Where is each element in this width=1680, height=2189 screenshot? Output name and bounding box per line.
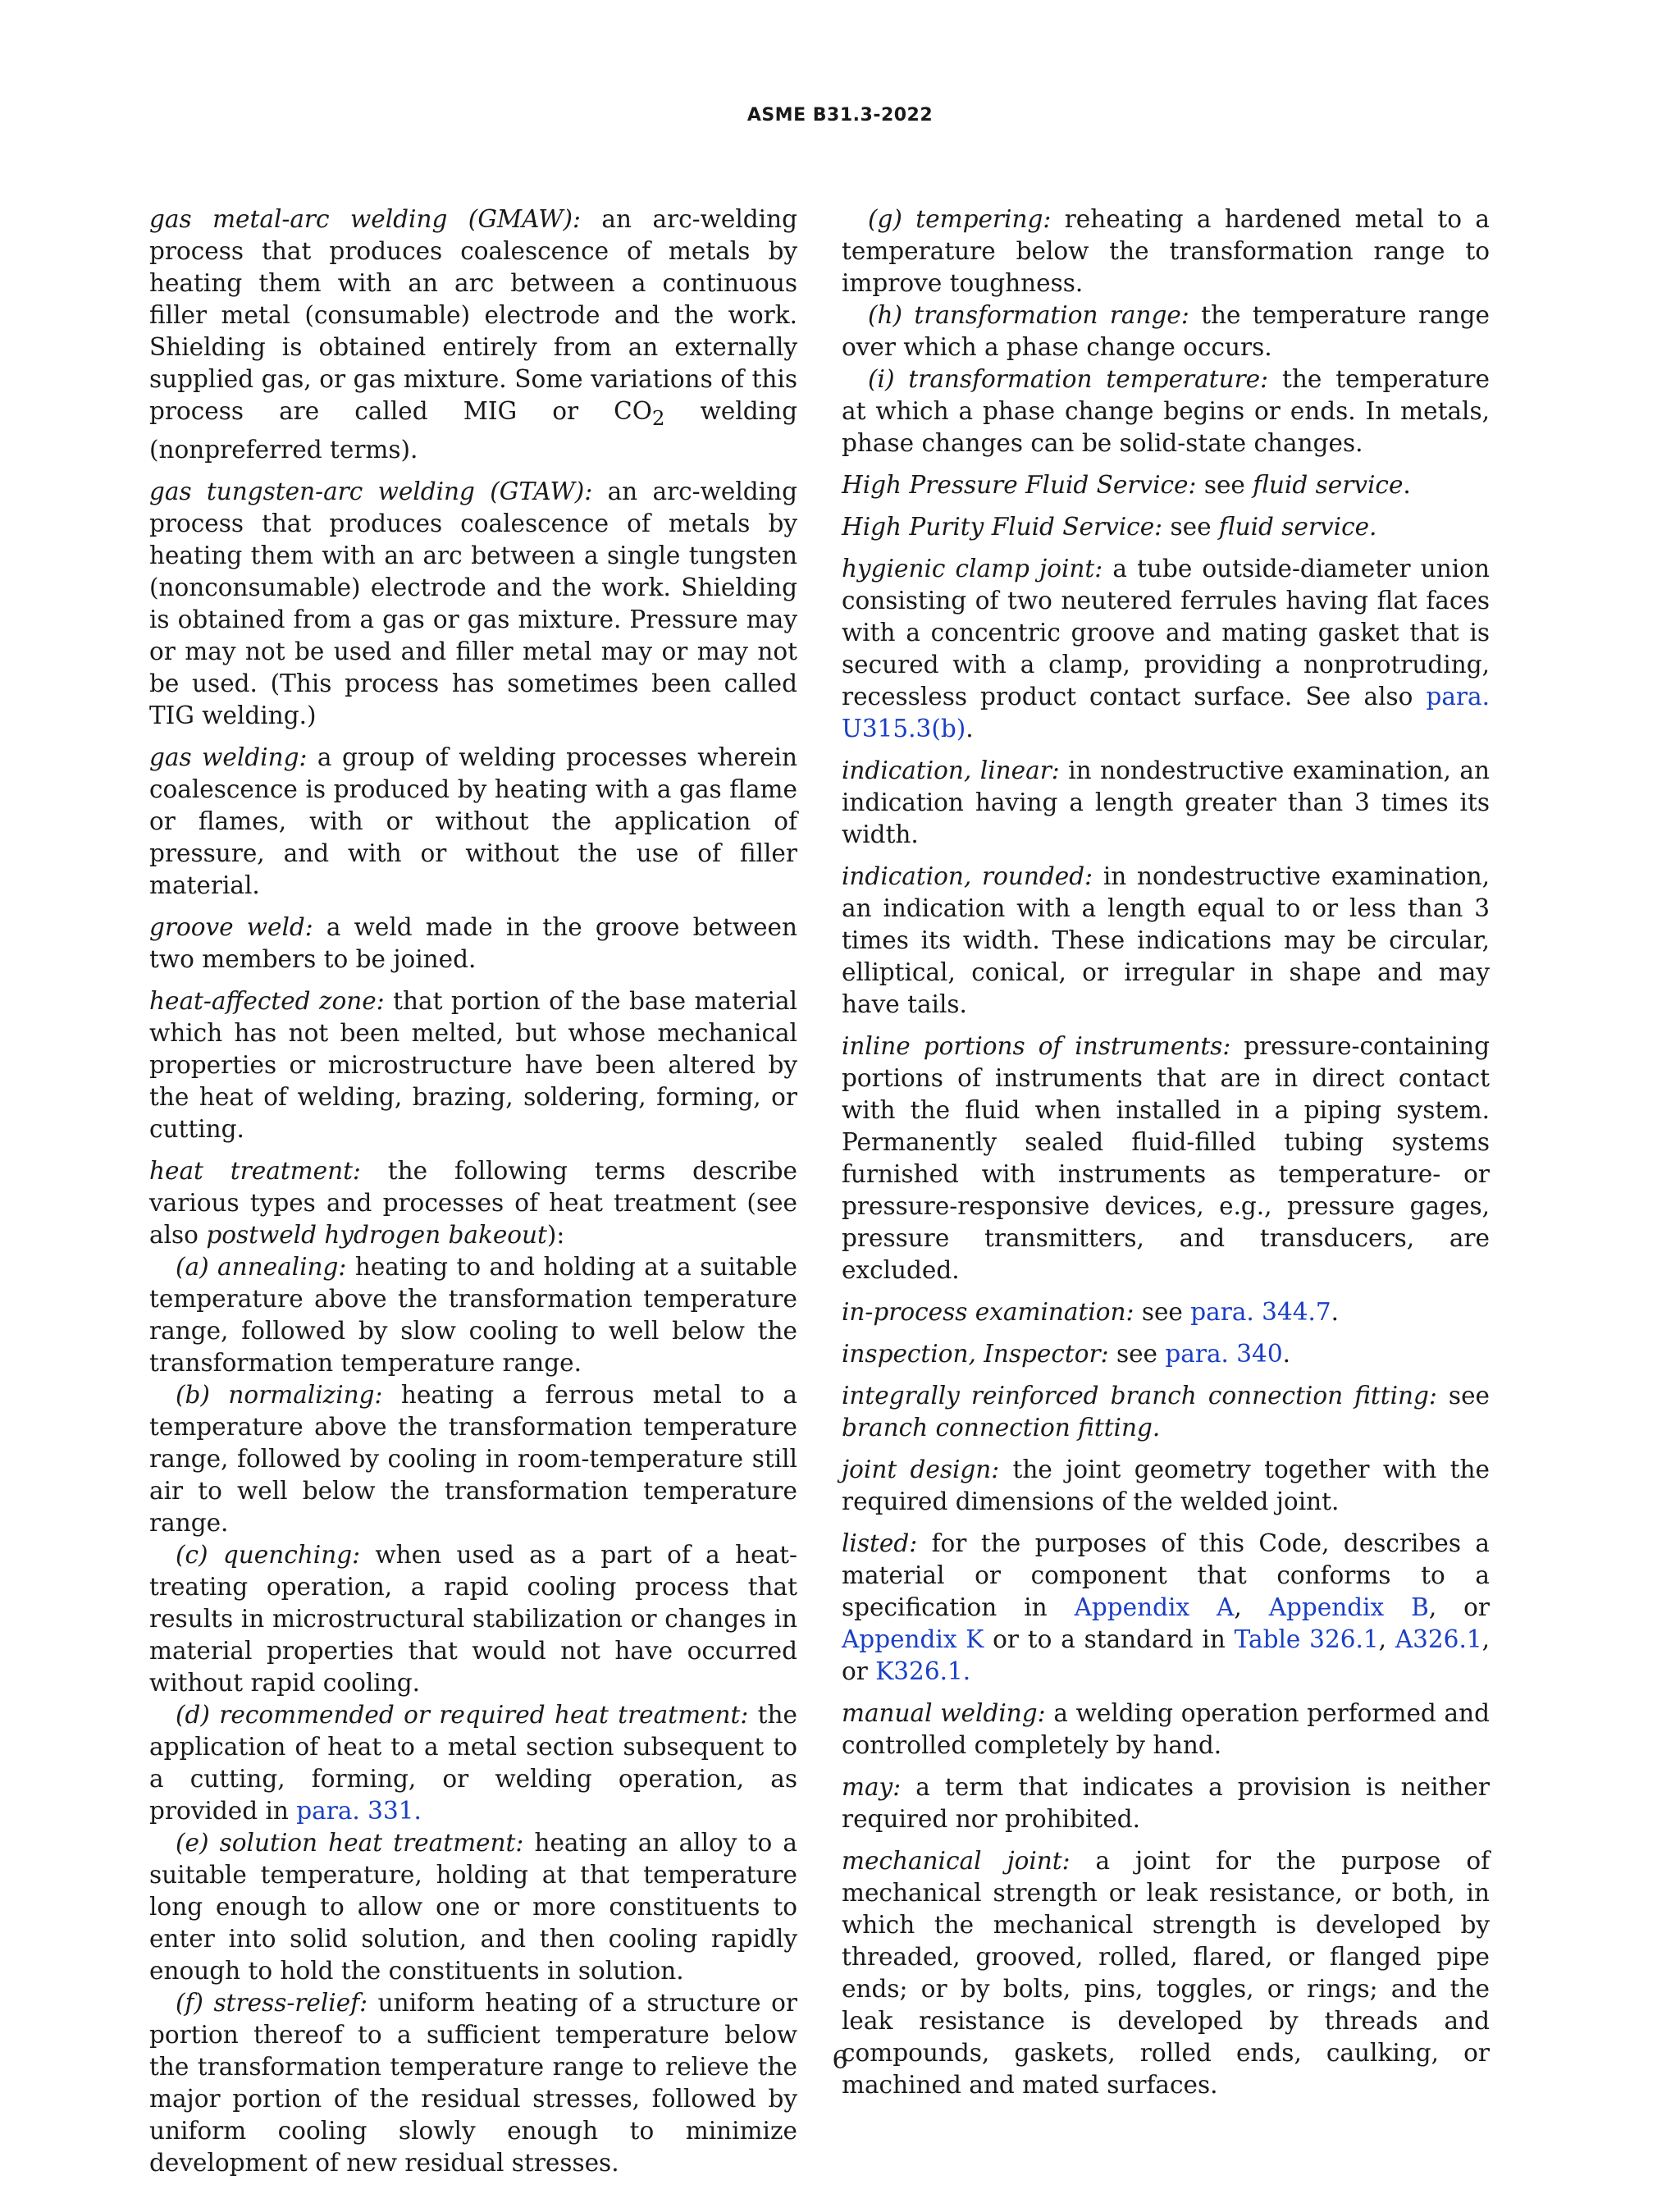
definition-text: ): [546,1220,565,1249]
link-a326-1[interactable]: A326.1 [1395,1625,1482,1653]
definition-text: for the purposes of this Code, describes a material or component that conforms to a specification in [842,1529,1490,1621]
term-integrally-reinforced: integrally reinforced branch connection fitting: [842,1382,1437,1410]
term-may: may: [842,1773,902,1801]
term-inspection: inspection, Inspector: [842,1340,1109,1368]
term-recommended-heat-treatment: (d) recommended or required heat treatment: [176,1700,749,1729]
term-transformation-range: (h) transformation range: [868,301,1189,329]
term-high-pressure: High Pressure Fluid Service: [842,471,1197,499]
term-mechanical-joint: mechanical joint: [842,1847,1071,1875]
definition-gas-welding [149,742,797,902]
definition-text: the application of heat to a metal section subsequent to a cutting, forming, or welding operation, as provided in [149,1700,797,1825]
definition-text: the temperature range over which a phase change occurs. [842,301,1490,361]
term-annealing: (a) annealing: [176,1252,347,1281]
term-gas-welding: gas welding: [149,743,308,771]
subdefinition-recommended-heat-treatment [149,1699,797,1827]
cross-reference-term: fluid service. [1218,513,1377,541]
link-appendix-k[interactable]: Appendix K [842,1625,984,1653]
term-heat-treatment: heat treatment: [149,1156,361,1185]
definition-heat-treatment [149,1155,797,1251]
term-transformation-temperature: (i) transformation temperature: [868,365,1269,393]
definition-text: an arc-welding process that produces coalescence of metals by heating them with an arc between a single tungsten (nonconsumable) electrode and the work. Shielding is obtained from a gas or gas mixture. Pressure may or may not be used and filler metal may or may not be used. (This process has sometimes been called TIG welding.) [149,477,797,729]
definition-text: heating a ferrous metal to a temperature above the transformation temperature range, followed by cooling in room-temperature still air to well below the transformation temperature range. [149,1380,797,1537]
term-quenching: (c) quenching: [176,1540,361,1569]
definition-text: uniform heating of a structure or portion thereof to a sufficient temperature below the transformation temperature range to relieve the major portion of the residual stresses, followed by uniform cooling slowly enough to minimize development of new residual stresses. [149,1988,797,2177]
term-hygienic-clamp-joint: hygienic clamp joint: [842,555,1103,583]
cross-reference-term: fluid service [1253,471,1404,499]
term-heat-affected-zone: heat-affected zone: [149,986,385,1015]
term-in-process-examination: in-process examination: [842,1298,1134,1326]
link-appendix-a[interactable]: Appendix A [1074,1593,1235,1621]
subdefinition-annealing [149,1251,797,1379]
definition-manual-welding [842,1698,1490,1762]
subdefinition-stress-relief [149,1987,797,2179]
definition-text: see [1134,1298,1191,1326]
term-solution-heat-treatment: (e) solution heat treatment: [176,1828,524,1857]
definition-text: a term that indicates a provision is neither required nor prohibited. [842,1773,1490,1833]
definition-text: reheating a hardened metal to a temperature below the transformation range to improve toughness. [842,205,1490,297]
term-stress-relief: (f) stress-relief: [176,1988,368,2017]
definition-text: in nondestructive examination, an indication having a length greater than 3 times its width. [842,756,1491,848]
definition-inline-portions [842,1031,1490,1286]
definition-high-pressure-fluid-service [842,469,1490,501]
definition-indication-linear [842,755,1490,851]
right-column [842,203,1490,2111]
subscript-2: 2 [651,405,665,430]
definition-text: see [1436,1382,1490,1410]
definition-text: a tube outside-diameter union consisting of two neutered ferrules having flat faces with a concentric groove and mating gasket that is secured with a clamp, providing a nonprotruding, recessless product contact surface. See also [842,555,1490,711]
page-number: 6 [832,2046,848,2075]
definition-inspection [842,1338,1490,1370]
definition-text: see [1162,513,1219,541]
link-appendix-b[interactable]: Appendix B [1268,1593,1429,1621]
definition-text: . [966,715,974,743]
definition-text: a welding operation performed and controlled completely by hand. [842,1699,1490,1759]
definition-text: in nondestructive examination, an indication with a length equal to or less than 3 times its width. These indications may be circular, elliptical, conical, or irregular in shape and may have tails. [842,862,1490,1018]
definition-text: a group of welding processes wherein coalescence is produced by heating with a gas flame or flames, with or without the application of pressure, and with or without the use of filler material. [149,743,797,899]
definition-text: a joint for the purpose of mechanical strength or leak resistance, or both, in which the mechanical strength is developed by threaded, grooved, rolled, flared, or flanged pipe ends; or by bolts, pins, toggles, or rings; and the leak resistance is developed by threads and compounds, gaskets, rolled ends, caulking, or machined and mated surfaces. [842,1847,1491,2099]
link-para-340[interactable]: para. 340 [1165,1340,1283,1368]
definition-text: . [1331,1298,1340,1326]
separator-text: , or [1428,1593,1490,1621]
subdefinition-normalizing [149,1379,797,1539]
term-high-purity: High Purity Fluid Service: [842,513,1163,541]
definition-text: pressure-containing portions of instruments that are in direct contact with the fluid when installed in a piping system. Permanently sealed fluid-filled tubing systems furnished with instruments as temperature- or pressure-responsive devices, e.g., pressure gages, pressure transmitters, and transducers, are excluded. [842,1032,1490,1284]
definition-text: see [1108,1340,1166,1368]
term-indication-rounded: indication, rounded: [842,862,1093,890]
term-manual-welding: manual welding: [842,1699,1046,1727]
definition-text: heating an alloy to a suitable temperature, holding at that temperature long enough to allow one or more constituents to enter into solid solution, and then cooling rapidly enough to hold the constituents in solution. [149,1828,797,1985]
definition-indication-rounded [842,861,1490,1021]
running-header: ASME B31.3-2022 [746,105,934,126]
separator-text: or to a standard in [984,1625,1235,1653]
link-para-u315-3b[interactable]: para. U315.3(b) [842,683,1490,743]
term-gtaw: gas tungsten-arc welding (GTAW): [149,477,593,505]
subdefinition-transformation-temperature [842,363,1490,459]
definition-text: the following terms describe various types and processes of heat treatment (see also [149,1156,798,1249]
definition-text: a weld made in the groove between two members to be joined. [149,912,797,973]
definition-integrally-reinforced [842,1380,1490,1444]
term-gmaw: gas metal-arc welding (GMAW): [149,205,581,233]
definition-text: heating to and holding at a suitable temperature above the transformation temperature range, followed by slow cooling to well below the transformation temperature range. [149,1252,797,1377]
left-column [149,203,797,2189]
term-inline-portions: inline portions of instruments: [842,1032,1231,1060]
definition-text: the joint geometry together with the required dimensions of the welded joint. [842,1456,1490,1515]
definition-groove-weld [149,912,797,976]
term-joint-design: joint design: [842,1456,1000,1483]
subdefinition-solution-heat-treatment [149,1827,797,1987]
term-groove-weld: groove weld: [149,912,313,941]
definition-text: an arc-welding process that produces coalescence of metals by heating them with an arc between a continuous filler metal (consumable) electrode and the work. Shielding is obtained entirely from an externally supplied gas, or gas mixture. Some variations of this process are called MIG or CO [149,205,797,425]
term-indication-linear: indication, linear: [842,756,1060,784]
definition-gtaw [149,476,797,732]
definition-may [842,1771,1490,1835]
term-tempering: (g) tempering: [868,205,1052,233]
definition-gmaw [149,203,797,466]
separator-text: , [1378,1625,1395,1653]
definition-hygienic-clamp-joint [842,553,1490,745]
definition-joint-design [842,1454,1490,1518]
link-para-344-7[interactable]: para. 344.7 [1190,1298,1331,1326]
definition-in-process-examination [842,1296,1490,1328]
definition-text: . [1403,471,1411,499]
definition-text: that portion of the base material which has not been melted, but whose mechanical properties or microstructure have been altered by the heat of welding, brazing, soldering, forming, or cutting. [149,986,797,1143]
cross-reference-term: postweld hydrogen bakeout [206,1220,547,1249]
separator-text: , [1234,1593,1269,1621]
link-para-331[interactable]: para. 331. [296,1796,422,1825]
definition-text: . [1282,1340,1290,1368]
definition-text: when used as a part of a heat-treating operation, a rapid cooling process that results in microstructural stabilization or changes in material properties that would not have occurred without rapid cooling. [149,1540,797,1697]
subdefinition-tempering [842,203,1490,299]
term-normalizing: (b) normalizing: [176,1380,383,1409]
link-k326-1[interactable]: K326.1. [875,1657,971,1685]
term-listed: listed: [842,1529,918,1557]
definition-text: the temperature at which a phase change begins or ends. In metals, phase changes can be solid-state changes. [842,365,1490,457]
definition-heat-affected-zone [149,985,797,1145]
link-table-326-1[interactable]: Table 326.1 [1234,1625,1379,1653]
definition-high-purity-fluid-service [842,511,1490,543]
cross-reference-term: branch connection fitting. [842,1414,1161,1442]
definition-text: welding (nonpreferred terms). [149,397,797,464]
subdefinition-quenching [149,1539,797,1699]
separator-text: , or [842,1625,1490,1685]
definition-text: see [1196,471,1253,499]
subdefinition-transformation-range [842,299,1490,363]
definition-listed [842,1528,1490,1688]
